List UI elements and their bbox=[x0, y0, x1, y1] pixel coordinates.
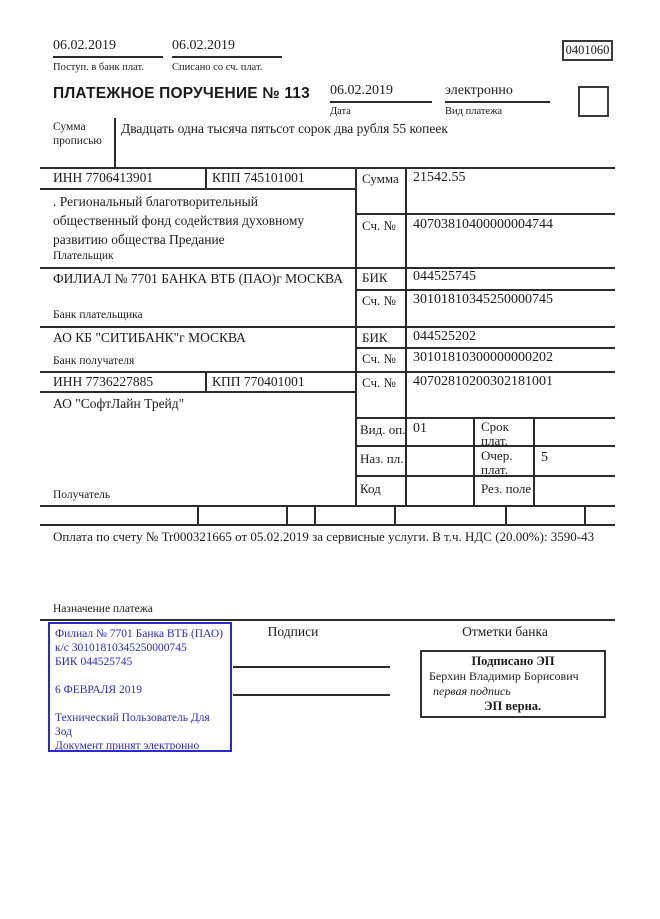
payment-type-label: Вид платежа bbox=[445, 106, 503, 117]
payer-bank-account-label: Сч. № bbox=[362, 293, 396, 308]
payer-bank-label: Банк плательщика bbox=[53, 309, 143, 321]
sum-label: Сумма bbox=[362, 171, 399, 186]
payee-bank-bik: 044525202 bbox=[413, 329, 476, 344]
grid-line bbox=[114, 118, 116, 167]
payer-name: . Региональный благотворительный общественный фонд содействия духовному развитию общества Предание bbox=[53, 194, 305, 247]
bank-stamp-line: Зод bbox=[55, 726, 73, 738]
payment-purpose-label: Назначение платежа bbox=[53, 603, 153, 615]
signature-line bbox=[233, 666, 390, 668]
grid-line bbox=[533, 417, 535, 505]
grid-line bbox=[40, 619, 615, 621]
ocher-plat-value: 5 bbox=[541, 450, 548, 465]
bank-stamp-line: Филиал № 7701 Банка ВТБ (ПАО) bbox=[55, 628, 223, 640]
tax-field-cell bbox=[197, 505, 199, 524]
bank-marks-label: Отметки банка bbox=[462, 624, 548, 639]
grid-line bbox=[205, 371, 207, 391]
sum-words-label: Сумма прописью bbox=[53, 121, 102, 147]
payee-name: АО "СофтЛайн Трейд" bbox=[53, 396, 185, 411]
signature-line bbox=[233, 694, 390, 696]
payee-bank-account-label: Сч. № bbox=[362, 351, 396, 366]
bank-stamp-line: Технический Пользователь Для bbox=[55, 712, 210, 724]
grid-line bbox=[355, 167, 357, 505]
received-date-label: Поступ. в банк плат. bbox=[53, 62, 144, 73]
grid-line bbox=[205, 167, 207, 188]
tax-field-cell bbox=[584, 505, 586, 524]
debited-date-label: Списано со сч. плат. bbox=[172, 62, 263, 73]
payer-bank-account: 30101810345250000745 bbox=[413, 292, 553, 307]
payer-label: Плательщик bbox=[53, 250, 114, 262]
esign-name: Берхин Владимир Борисович bbox=[429, 669, 579, 683]
payee-bank-label: Банк получателя bbox=[53, 355, 135, 367]
priority-checkbox bbox=[578, 86, 609, 117]
naz-pl-label: Наз. пл. bbox=[360, 451, 404, 466]
payee-account: 40702810200302181001 bbox=[413, 374, 553, 389]
payee-label: Получатель bbox=[53, 489, 111, 501]
payer-account-label: Сч. № bbox=[362, 218, 396, 233]
tax-field-cell bbox=[314, 505, 316, 524]
grid-line bbox=[355, 213, 615, 215]
bank-stamp bbox=[48, 622, 232, 752]
payer-bank-bik-label: БИК bbox=[362, 270, 388, 285]
debited-date-value: 06.02.2019 bbox=[172, 38, 282, 58]
grid-line bbox=[40, 391, 355, 393]
grid-line bbox=[40, 524, 615, 526]
grid-line bbox=[40, 267, 615, 269]
payee-account-label: Сч. № bbox=[362, 375, 396, 390]
payee-bank-bik-label: БИК bbox=[362, 330, 388, 345]
grid-line bbox=[405, 167, 407, 505]
payment-type-value: электронно bbox=[445, 83, 550, 103]
payment-purpose-text: Оплата по счету № Tr000321665 от 05.02.2019 за сервисные услуги. В т.ч. НДС (20.00%): 3590-43 bbox=[53, 529, 595, 544]
form-code-box: 0401060 bbox=[562, 40, 613, 61]
payee-bank-account: 30101810300000000202 bbox=[413, 350, 553, 365]
vid-op-value: 01 bbox=[413, 421, 427, 436]
received-date-value: 06.02.2019 bbox=[53, 38, 163, 58]
grid-line bbox=[355, 289, 615, 291]
grid-line bbox=[40, 505, 615, 507]
payer-inn: ИНН 7706413901 bbox=[53, 170, 154, 185]
sum-words-value: Двадцать одна тысяча пятьсот сорок два рубля 55 копеек bbox=[121, 121, 448, 136]
payer-kpp: КПП 745101001 bbox=[212, 170, 305, 185]
srok-plat-label: Срок плат. bbox=[481, 419, 509, 448]
ocher-plat-label: Очер. плат. bbox=[481, 448, 513, 477]
kod-label: Код bbox=[360, 481, 381, 496]
payer-bank-name: ФИЛИАЛ № 7701 БАНКА ВТБ (ПАО)г МОСКВА bbox=[53, 271, 343, 286]
grid-line bbox=[40, 188, 355, 190]
tax-field-cell bbox=[394, 505, 396, 524]
document-date-label: Дата bbox=[330, 106, 351, 117]
signatures-label: Подписи bbox=[267, 624, 319, 639]
esign-type: первая подпись bbox=[433, 684, 511, 698]
bank-stamp-line: к/с 30101810345250000745 bbox=[55, 642, 187, 654]
bank-stamp-line: Документ принят электронно bbox=[55, 740, 200, 752]
payer-bank-bik: 044525745 bbox=[413, 269, 476, 284]
vid-op-label: Вид. оп. bbox=[360, 422, 406, 437]
payer-account: 40703810400000004744 bbox=[413, 217, 553, 232]
tax-field-cell bbox=[505, 505, 507, 524]
payee-bank-name: АО КБ "СИТИБАНК"г МОСКВА bbox=[53, 330, 246, 345]
esign-verified: ЭП верна. bbox=[484, 699, 542, 713]
esign-stamp bbox=[420, 650, 606, 718]
payee-inn: ИНН 7736227885 bbox=[53, 374, 154, 389]
rez-pole-label: Рез. поле bbox=[481, 481, 532, 496]
bank-stamp-line: БИК 044525745 bbox=[55, 656, 133, 668]
sum-value: 21542.55 bbox=[413, 170, 466, 185]
document-title: ПЛАТЕЖНОЕ ПОРУЧЕНИЕ № 113 bbox=[53, 85, 310, 102]
esign-title: Подписано ЭП bbox=[471, 654, 555, 668]
payee-kpp: КПП 770401001 bbox=[212, 374, 305, 389]
grid-line bbox=[355, 347, 615, 349]
tax-field-cell bbox=[286, 505, 288, 524]
document-date-value: 06.02.2019 bbox=[330, 83, 432, 103]
bank-stamp-line: 6 ФЕВРАЛЯ 2019 bbox=[55, 684, 142, 696]
grid-line bbox=[40, 326, 615, 328]
grid-line bbox=[40, 167, 615, 169]
grid-line bbox=[40, 371, 615, 373]
grid-line bbox=[473, 417, 475, 505]
